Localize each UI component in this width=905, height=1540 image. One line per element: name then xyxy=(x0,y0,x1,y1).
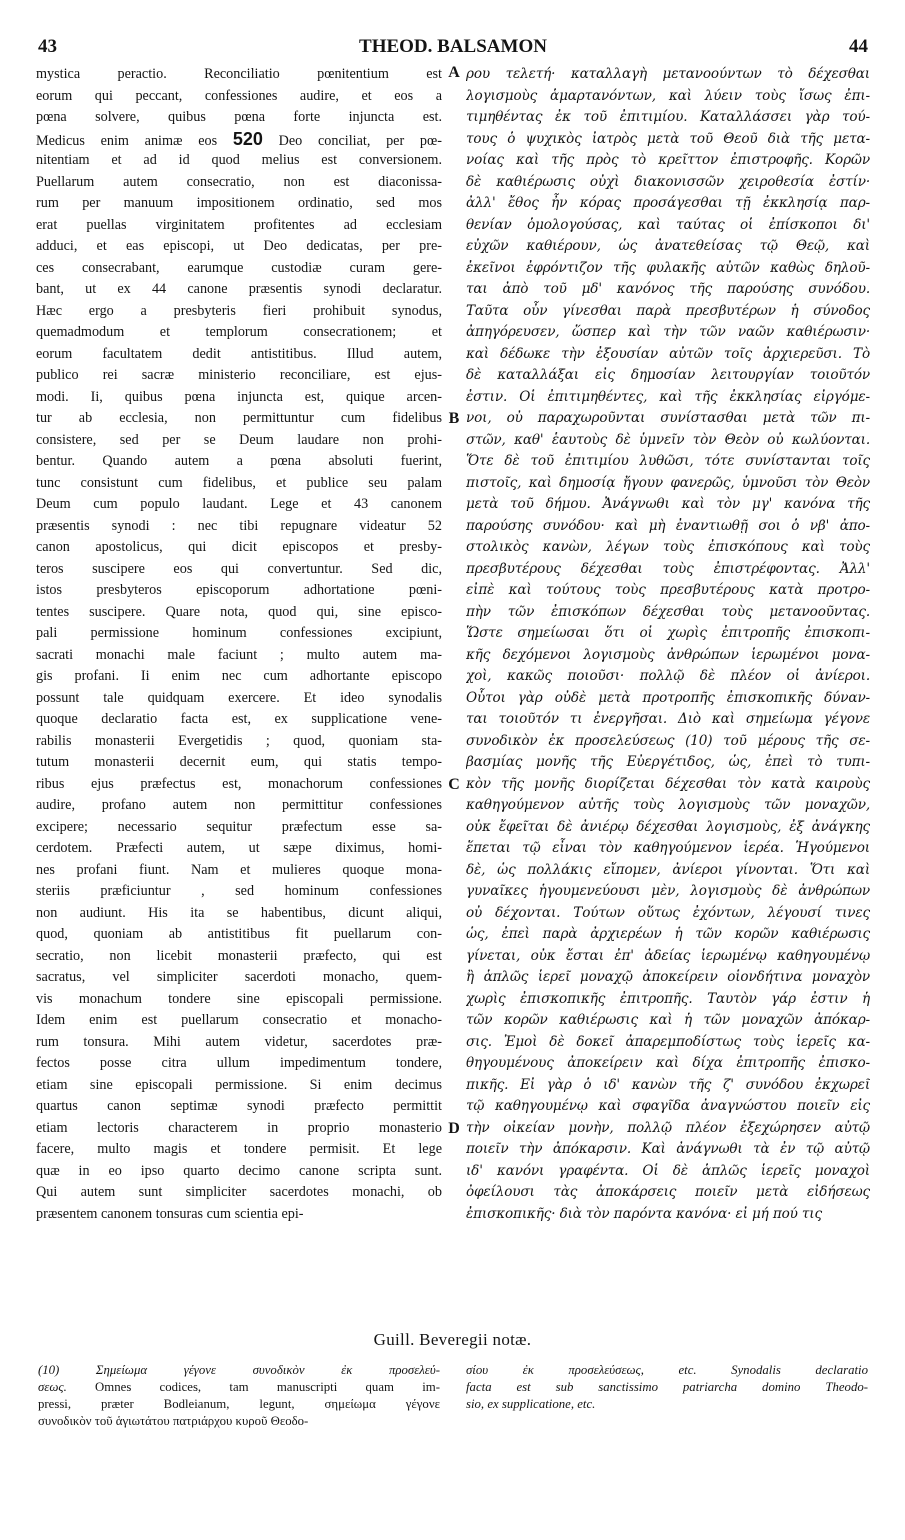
greek-text-line: γίνεται, οὐκ ἔσται ἐπ' ἀδείας ἱερωμένῳ καθηγουμένῳ xyxy=(466,947,870,964)
greek-text-line: ἀλλ' ἔθος ἦν κόρας προσάγεσθαι τῇ ἐκκλησίᾳ παρ- xyxy=(466,195,870,211)
greek-text-line: συνοδικὸν ἐκ προσελεύσεως (10) τοῦ μέρους τῆς σε- xyxy=(466,732,870,749)
latin-text-line: quoque declaratio facta est, ex supplicatione vene- xyxy=(36,711,442,727)
latin-text-line: tunc consistunt cum fidelibus, et publice seu palam xyxy=(36,474,442,491)
greek-text-line: ιδ' κανόνι γραφέντα. Οἱ δὲ ἁπλῶς ἱερεῖς μοναχοὶ xyxy=(466,1162,870,1179)
latin-text-line: tentes suscipere. Quare nota, quod qui, sine episco- xyxy=(36,603,442,620)
latin-text-line xyxy=(36,129,442,151)
latin-text-line: sacratus, vel simpliciter sacerdoti monacho, quem- xyxy=(36,969,442,985)
greek-text-line: πρεσβυτέρους δέχεσθαι τοὺς ἐπιστρέφοντας. Ἀλλ' xyxy=(466,560,870,577)
latin-text-line: ribus ejus præfectus est, monachorum confessiones xyxy=(36,775,442,792)
greek-text-line: Οὗτοι γὰρ οὐδὲ μετὰ προτροπῆς ἐπισκοπικῆς δύναν- xyxy=(466,689,870,706)
latin-text-line: nes profani fiunt. Nam et mulieres quoque mona- xyxy=(36,861,442,878)
latin-text-line: nitentiam et ad id quod melius est conversionem. xyxy=(36,152,442,168)
greek-text-line: δὲ καταλλάξαι εἰς δημοσίαν λειτουργίαν τοιοῦτόν xyxy=(466,367,870,383)
latin-text-line: cerdotem. Præfecti autem, ut sæpe diximus, homi- xyxy=(36,840,442,856)
latin-text-line: quæ in eo ipso quarto decimo canone scripta sunt. xyxy=(36,1162,442,1179)
latin-text-line: consistere, sed per se Deum laudare non prohi- xyxy=(36,431,442,448)
latin-text-line: sacrati monachi male faciunt ; multo autem ma- xyxy=(36,646,442,663)
latin-text-line: Qui autem sunt simpliciter sacerdotes monachi, ob xyxy=(36,1184,442,1200)
greek-text-line: δὲ, ὡς πολλάκις εἴπομεν, ἀνίεροι γίνονται. Ὅτι καὶ xyxy=(466,861,870,878)
latin-text-segment: Deo conciliat, per pœ- xyxy=(262,132,442,149)
notes-heading: Guill. Beveregii notæ. xyxy=(373,1330,532,1349)
notes-left-column xyxy=(38,1362,440,1430)
latin-text-line: bentur. Quando autem a pœna absoluti fuerint, xyxy=(36,453,442,469)
latin-text-line: Idem enim est puellarum consecratio et monacho- xyxy=(36,1012,442,1028)
greek-text-line: Ὥστε σημείωσαι ὅτι οἱ χωρὶς ἐπιτροπῆς ἐπισκοπι- xyxy=(466,625,870,641)
greek-text-line: ἕπεται τῷ εἶναι τὸν καθηγούμενον ἱερέα. Ἡγούμενοι xyxy=(466,840,870,856)
greek-text-line: πὴν τῶν ἐπισκόπων δέχεσθαι τοὺς μετανοοῦντας. xyxy=(466,603,870,620)
section-marker-c: C xyxy=(448,776,460,793)
greek-text-line: στολικὸς κανὼν, λέγων τοὺς ἐπισκόπους καὶ τοὺς xyxy=(466,539,870,555)
page-header xyxy=(38,36,868,60)
greek-text-line: γυναῖκες ἡγουμενεύουσι μὲν, λογισμοὺς δὲ ἀνθρώπων xyxy=(466,883,870,899)
latin-text-line: steriis præficiuntur , sed hominum confessiones xyxy=(36,883,442,899)
column-number: 520 xyxy=(232,128,263,149)
greek-text-line: παρούσης συνόδου· καὶ μὴ ἐναντιωθῇ σοι ὁ νβ' ἀπο- xyxy=(466,517,870,534)
latin-text-line: rum per manuum impositionem ordinatio, sed mos xyxy=(36,195,442,211)
latin-text-line: rum tonsura. Mihi autem videtur, sacerdotes præ- xyxy=(36,1033,442,1050)
greek-text-line: ρου τελετή· καταλλαγὴ μετανοούντων τὸ δέχεσθαι xyxy=(466,66,870,82)
note-text-line: pressi, præter Bodleianum, legunt, σημείωμα γέγονε xyxy=(38,1397,440,1411)
greek-text-line: νοίας καὶ τῆς πρὸς τὸ κρεῖττον ἐπιστροφῆς. Κορῶν xyxy=(466,152,870,168)
notes-right-column xyxy=(466,1362,868,1413)
greek-text-line: τους ὁ ψυχικὸς ἰατρὸς μετὰ τοῦ Θεοῦ διὰ τῆς μετα- xyxy=(466,130,870,147)
latin-text-line: rabilis monasterii Evergetidis ; quod, quoniam sta- xyxy=(36,732,442,749)
greek-text-line: οὐκ ἔφεῖται δὲ ἀνιέρῳ δέχεσθαι λογισμοὺς, ἐξ ἀνάγκης xyxy=(466,818,870,835)
greek-text-line: καὶ δέδωκε τὴν ἐξουσίαν αὐτῶν τοῖς ἀρχιερεῦσι. Τὸ xyxy=(466,345,870,362)
greek-text-line: ἢ ἁπλῶς ἱερεῖ μοναχῷ ἀποκείρειν οἱονδήτινα μοναχὸν xyxy=(466,969,870,985)
greek-text-line: ὀφείλουσι τὰς ἀποκάρσεις ποιεῖν μετὰ εἰδήσεως xyxy=(466,1184,870,1200)
greek-text-line: σις. Ἐμοὶ δὲ δοκεῖ ἀπαρεμποδίστως τοὺς ἱερεῖς κα- xyxy=(466,1033,870,1050)
latin-text-line: ces consecrabant, earumque custodiæ curam gere- xyxy=(36,259,442,276)
greek-text-line: θηγουμένους ἀποκείρειν καὶ δίχα ἐπιτροπῆς ἐπισκο- xyxy=(466,1055,870,1071)
greek-text-line: στῶν, καθ' ἑαυτοὺς δὲ ὑμνεῖν τὸν Θεὸν οὐ κωλύονται. xyxy=(466,431,870,448)
greek-text-line: χωρὶς ἐπισκοπικῆς ἐπιτροπῆς. Ταυτὸν γάρ ἐστιν ἡ xyxy=(466,990,870,1007)
greek-text-line: εἰπὲ καὶ τούτους τοὺς πρεσβυτέρους κατὰ προτρο- xyxy=(466,582,870,598)
note-text-segment: Omnes codices, tam manuscripti quam im- xyxy=(95,1380,440,1394)
latin-text-line: tur ab ecclesia, non permittuntur cum fidelibus xyxy=(36,410,442,426)
latin-text-line: teros suscipere eos qui convertuntur. Sed dic, xyxy=(36,560,442,577)
greek-text-line: οὐ δέχονται. Τούτων οὕτως ἐχόντων, λέγουσί τινες xyxy=(466,904,870,921)
section-marker-d: D xyxy=(448,1120,460,1137)
greek-text-line: πικῆς. Εἰ γὰρ ὁ ιδ' κανὼν τῆς ζ' συνόδου ἐκχωρεῖ xyxy=(466,1076,870,1093)
running-title: THEOD. BALSAMON xyxy=(359,36,547,57)
greek-text-line: μετὰ τοῦ δήμου. Ἀνάγνωθι καὶ τὸν μγ' κανόνα τῆς xyxy=(466,496,870,512)
greek-text-line: ἀπηγόρευσεν, ὥσπερ καὶ τὴν τῶν ναῶν καθιέρωσιν· xyxy=(466,324,870,340)
latin-text-line: fectos posse citra ullum impedimentum tondere, xyxy=(36,1055,442,1071)
latin-text-line: possunt tale quidquam exercere. Et ideo synodalis xyxy=(36,689,442,706)
latin-text-line: audire, profano autem non permittitur confessiones xyxy=(36,797,442,813)
latin-text-line: facere, multo magis et tondere permisit. Et lege xyxy=(36,1141,442,1157)
latin-text-line: publico rei sacræ ministerio reconciliare, est ejus- xyxy=(36,367,442,383)
greek-text-line: ὡς, ἐπεὶ παρὰ ἀρχιερέων ἡ τῶν κορῶν καθιέρωσις xyxy=(466,926,870,942)
greek-text-line: καθηγούμενον αὐτῆς τοὺς λογισμοὺς τῶν μοναχῶν, xyxy=(466,797,870,813)
latin-text-line: quod, quoniam ab antistitibus fit puellarum con- xyxy=(36,926,442,942)
greek-text-line: δὲ καθιέρωσις οὐχὶ διακονισσῶν χειροθεσία ἐστίν· xyxy=(466,173,870,190)
greek-text-line: ἐπισκοπικῆς· διὰ τὸν παρόντα κανόνα· εἰ μή πού τις xyxy=(466,1205,822,1222)
greek-text-line: κὸν τῆς μονῆς διορίζεται δέχεσθαι τὸν κατὰ καιροὺς xyxy=(466,775,870,792)
greek-text-line: Ὅτε δὲ τοῦ ἐπιτιμίου λυθῶσι, τότε συνίστανται τοῖς xyxy=(466,453,870,469)
note-text-line: συνοδικὸν τοῦ ἁγιωτάτου πατριάρχου κυροῦ Θεοδο- xyxy=(38,1414,309,1428)
greek-text-line: ἐστιν. Οἱ ἐπιτιμηθέντες, καὶ τῆς ἐκκλησίας εἰργόμε- xyxy=(466,388,870,405)
greek-text-line: νοι, οὐ παραχωροῦνται συνίστασθαι μετὰ τῶν πι- xyxy=(466,410,870,426)
latin-text-line: pali permissione hominum confessiones excipiunt, xyxy=(36,625,442,641)
greek-column xyxy=(466,64,870,1225)
latin-text-line: tutum monasterii decernit eum, qui statis tempo- xyxy=(36,754,442,770)
latin-text-line: quemadmodum et templorum consecrationem; et xyxy=(36,324,442,340)
latin-text-line: gis profani. Ii enim nec cum adhortante episcopo xyxy=(36,668,442,684)
latin-text-line: Deum cum populo laudant. Lege et 43 canonem xyxy=(36,496,442,512)
note-lemma: σεως. xyxy=(38,1380,96,1394)
latin-text-segment: Medicus enim animæ eos xyxy=(36,132,233,149)
latin-text-line: modi. Ii, quibus pœna injuncta est, quique arcen- xyxy=(36,388,442,405)
greek-text-line: τῶν κορῶν καθιέρωσις καὶ ἡ τῶν μοναχῶν ἀπόκαρ- xyxy=(466,1012,870,1028)
greek-text-line: λογισμοὺς ἁμαρτανόντων, καὶ λύειν τοὺς ἴσως ἐπι- xyxy=(466,87,870,104)
latin-text-line: canon apostolicus, qui dicit episcopos et presby- xyxy=(36,539,442,555)
latin-text-line: vis monachum tondere sine episcopali permissione. xyxy=(36,990,442,1007)
greek-text-line: ται ἀπὸ τοῦ μδ' κανόνος τῆς παρούσης συνόδου. xyxy=(466,281,870,297)
greek-text-line: Ταῦτα οὖν γίνεσθαι παρὰ πρεσβυτέρων ἡ σύνοδος xyxy=(466,302,870,319)
greek-text-line: τιμηθέντας ἐκ τοῦ ἐπιτιμίου. Καταλλάσσει γὰρ τού- xyxy=(466,109,870,125)
note-text-line xyxy=(38,1379,440,1396)
latin-column xyxy=(36,64,442,1225)
page-number-left: 43 xyxy=(38,36,57,57)
note-text-line: facta est sub sanctissimo patriarcha domino Theodo- xyxy=(466,1380,868,1394)
note-text-line: sio, ex supplicatione, etc. xyxy=(466,1397,596,1411)
greek-text-line: θενίαν ὁμολογούσας, καὶ ταύτας οἱ ἐπίσκοποι δι' xyxy=(466,216,870,233)
latin-text-line: eorum qui peccant, confessiones audire, et eos a xyxy=(36,87,442,104)
latin-text-line: mystica peractio. Reconciliatio pœnitentium est xyxy=(36,66,442,82)
latin-text-line: eorum facultatem dedit antistitibus. Illud autem, xyxy=(36,345,442,362)
latin-text-line: excipere; necessario sequitur præfectum esse sa- xyxy=(36,818,442,835)
latin-text-line: erat puellas virginitatem profitentes ad ecclesiam xyxy=(36,216,442,233)
greek-text-line: τῷ καθηγουμένῳ καὶ σφαγῖδα ἀναγνώστου ποιεῖν εἰς xyxy=(466,1098,870,1114)
note-text-line: σίου ἐκ προσελεύσεως, etc. Synodalis declaratio xyxy=(466,1363,868,1377)
greek-text-line: ποιεῖν τὴν ἀπόκαρσιν. Καὶ ἀνάγνωθι τὰ ἐν τῷ αὐτῷ xyxy=(466,1141,870,1157)
latin-text-line: pœna solvere, quibus pœna forte injuncta est. xyxy=(36,109,442,125)
latin-text-line: bant, ut ex 44 canone præsentis synodi declaratur. xyxy=(36,281,442,297)
greek-text-line: πιστοῖς, καὶ δημοσίᾳ ἤγουν φανερῶς, ὑμνοῦσι τὸν Θεὸν xyxy=(466,474,870,491)
latin-text-line: præsentis synodi : nec tibi repugnare videatur 52 xyxy=(36,517,442,534)
greek-text-line: τὴν οἰκείαν μονὴν, πολλῷ πλέον ἐξεχώρησεν αὐτῷ xyxy=(466,1119,870,1136)
latin-text-line: etiam lectoris characterem in proprio monasterio xyxy=(36,1119,442,1136)
greek-text-line: εὐχῶν καθιέρουν, ὡς ἀνατεθείσας τῷ Θεῷ, καὶ xyxy=(466,238,870,254)
latin-text-line: secratio, non licebit monasterii præfecto, qui est xyxy=(36,947,442,964)
latin-text-line: adduci, et eas episcopi, ut Deo dedicatas, per pre- xyxy=(36,238,442,254)
latin-text-line: Puellarum autem consecratio, non est diaconissa- xyxy=(36,173,442,190)
latin-text-line: Hæc ergo a presbyteris fieri prohibuit synodus, xyxy=(36,302,442,319)
latin-text-line: etiam sine episcopali permissione. Si enim decimus xyxy=(36,1076,442,1093)
section-marker-b: B xyxy=(448,410,460,427)
latin-text-line: quartus canon septimæ synodi præfecto permittit xyxy=(36,1098,442,1114)
latin-text-line: præsentem canonem tonsuras cum scientia epi- xyxy=(36,1205,304,1222)
greek-text-line: ται τοιοῦτόν τι ἐνεργῆσαι. Διὸ καὶ σημείωμα γέγονε xyxy=(466,711,870,727)
page-number-right: 44 xyxy=(849,36,868,57)
latin-text-line: non audiunt. His ita se habentibus, dicunt aliqui, xyxy=(36,904,442,921)
greek-text-line: κῆς δεχόμενοι λογισμοὺς ἀνθρώπων ἱερωμένοι μονα- xyxy=(466,646,870,663)
note-text-line: (10) Σημείωμα γέγονε συνοδικὸν ἐκ προσελεύ- xyxy=(38,1363,440,1377)
section-marker-a: A xyxy=(448,64,460,81)
greek-text-line: βασμίας μονῆς τῆς Εὐεργέτιδος, ὡς, ἐπεὶ τὸ τυπι- xyxy=(466,754,870,770)
greek-text-line: ἐκεῖνοι ἐφρόντιζον τῆς φυλακῆς αὐτῶν καθὼς δηλοῦ- xyxy=(466,259,870,276)
greek-text-line: χοὶ, κακῶς ποιοῦσι· πολλῷ δὲ πλέον οἱ ἀνίεροι. xyxy=(466,668,870,684)
latin-text-line: istos presbyteros episcoporum adhortatione pœni- xyxy=(36,582,442,598)
